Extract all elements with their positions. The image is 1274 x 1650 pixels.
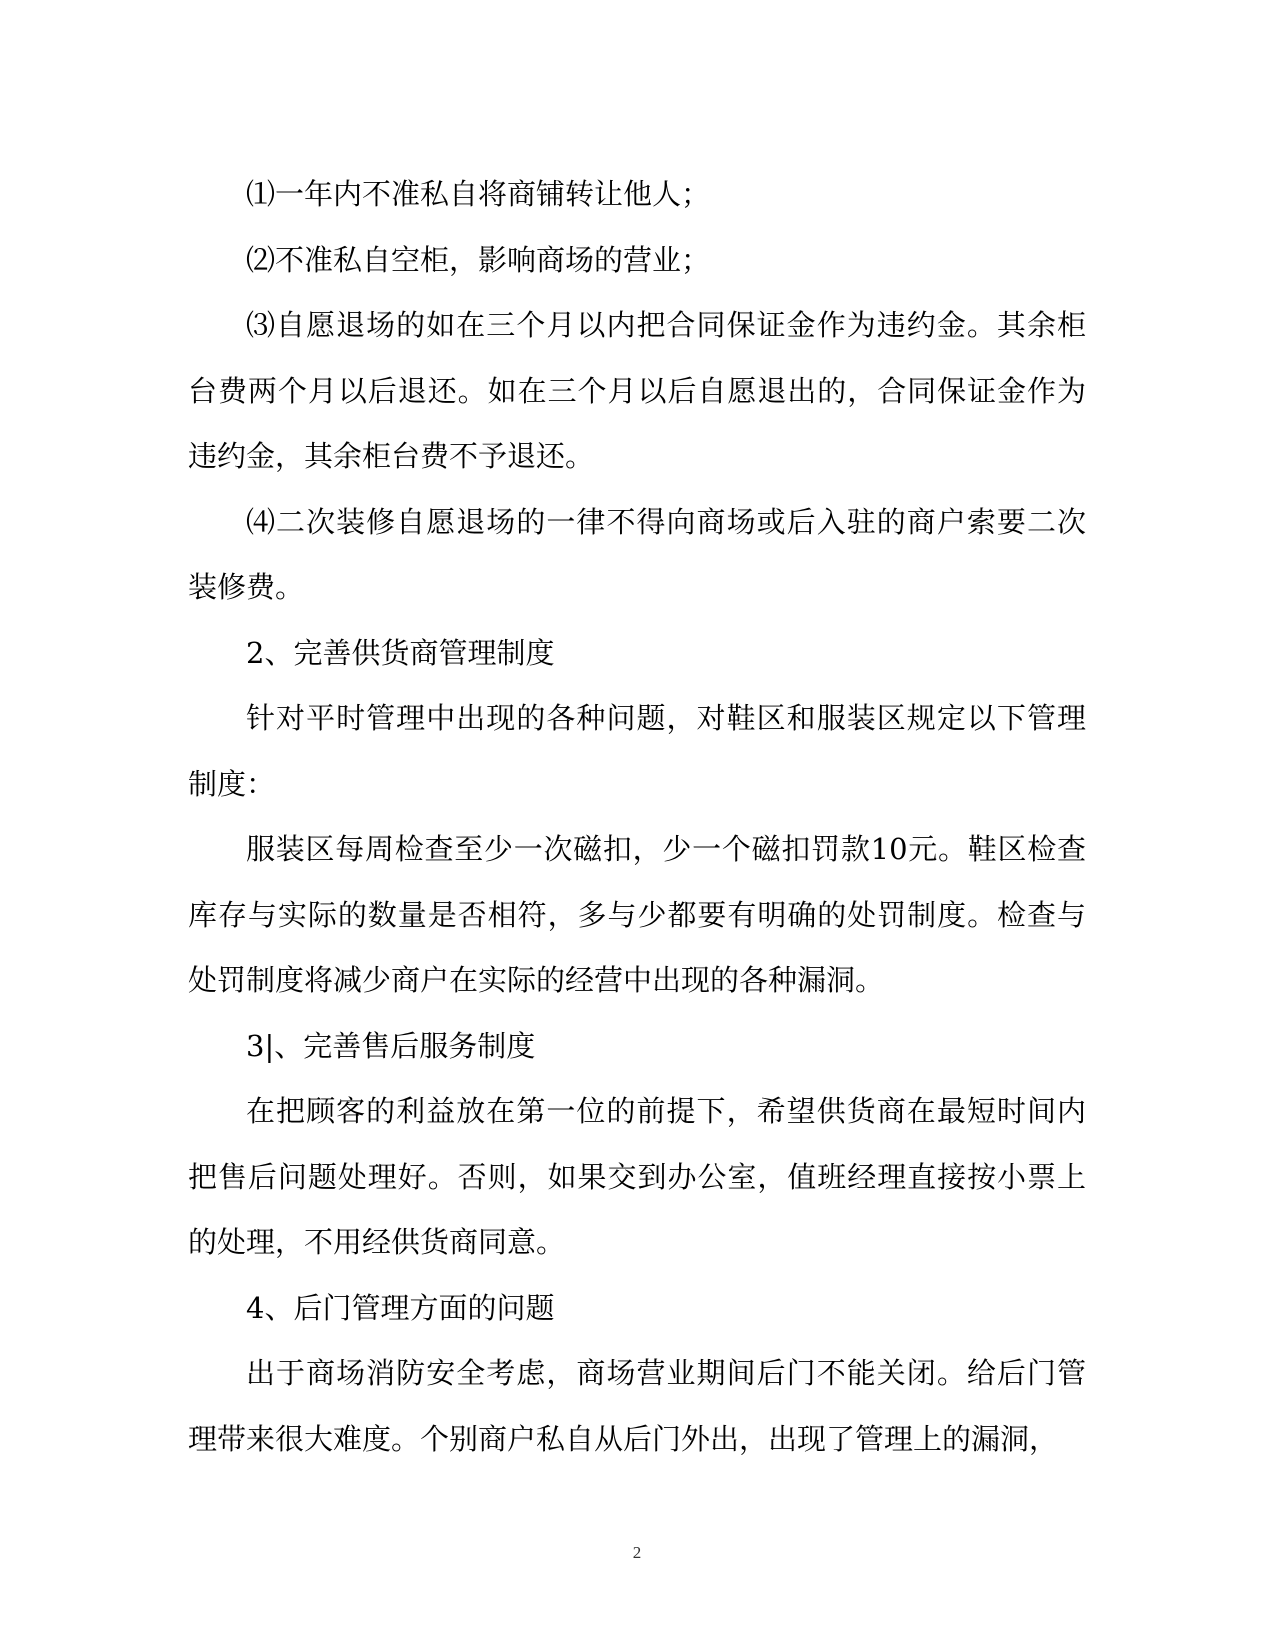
document-body [188,162,1086,1472]
clause-2: ⑵不准私自空柜，影响商场的营业； [246,242,711,277]
section-heading-back-door: 4、后门管理方面的问题 [246,1290,555,1325]
clause-4: ⑷二次装修自愿退场的一律不得向商场或后入驻的商户索要二次装修费。 [188,504,1086,604]
section-heading-supplier-management: 2、完善供货商管理制度 [246,635,555,670]
clause-3: ⑶自愿退场的如在三个月以内把合同保证金作为违约金。其余柜台费两个月以后退还。如在三个月以后自愿退出的，合同保证金作为违约金，其余柜台费不予退还。 [188,308,1086,473]
section-heading-after-sales: 3|、完善售后服务制度 [246,1028,536,1063]
paragraph-inspection-rules: 服装区每周检查至少一次磁扣，少一个磁扣罚款10元。鞋区检查库存与实际的数量是否相符，多与少都要有明确的处罚制度。检查与处罚制度将减少商户在实际的经营中出现的各种漏洞。 [188,832,1086,997]
page-number: 2 [632,1543,642,1562]
paragraph-back-door: 出于商场消防安全考虑，商场营业期间后门不能关闭。给后门管理带来很大难度。个别商户私自从后门外出，出现了管理上的漏洞， [188,1356,1086,1456]
paragraph-supplier-intro: 针对平时管理中出现的各种问题，对鞋区和服装区规定以下管理制度： [188,701,1086,801]
paragraph-after-sales: 在把顾客的利益放在第一位的前提下，希望供货商在最短时间内把售后问题处理好。否则，如果交到办公室，值班经理直接按小票上的处理，不用经供货商同意。 [188,1094,1086,1259]
clause-1: ⑴一年内不准私自将商铺转让他人； [246,177,711,211]
